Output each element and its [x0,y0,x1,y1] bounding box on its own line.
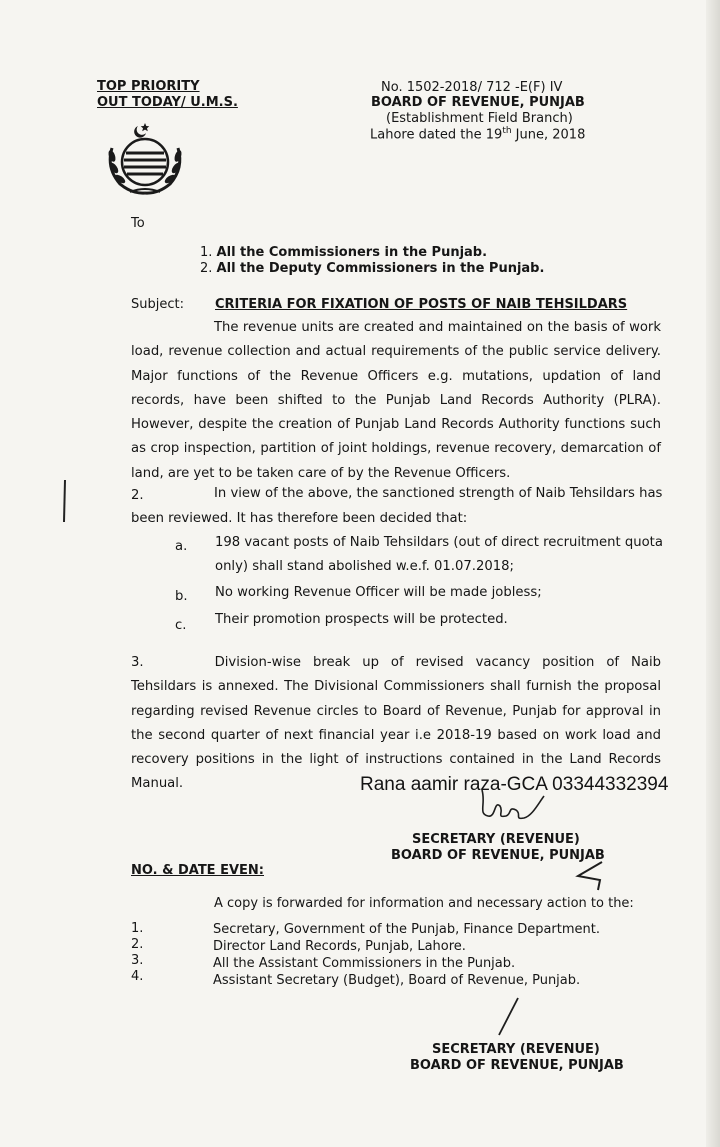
reference-number: No. 1502-2018/ 712 -E(F) IV [381,80,563,95]
letter-date: Lahore dated the 19th June, 2018 [370,126,586,143]
watermark-text: Rana aamir raza-GCA 03344332394 [360,774,669,795]
punjab-emblem-icon [100,118,190,200]
office-name: BOARD OF REVENUE, PUNJAB [371,95,585,110]
list-letter: a. [175,539,188,554]
signatory-title: SECRETARY (REVENUE) [412,832,580,847]
paragraph-3: 3. Division-wise break up of revised vacancy position of Naib Tehsildars is annexed. The Divisional Commissioners shall furnish the proposal regarding revised Revenue circles to Board of Revenue, Punjab for approval in the second quarter of next financial year i.e 2018-19 based on work load and recovery positions in the light of instructions contained in the Land Records Manual. [131,655,661,792]
list-letter: b. [175,589,188,604]
copy-list-number: 3. [131,953,144,968]
margin-mark [58,478,72,526]
paragraph-1: The revenue units are created and maintained on the basis of work load, revenue collection and actual requirements of the public service delivery. Major functions of the Revenue Officers e.g. mutations, updation of land records, have been shifted to the Punjab Land Records Authority (PLRA). However, despite the creation of Punjab Land Records Authority functions such as crop inspection, partition of joint holdings, revenue recovery, demarcation of land, are yet to be taken care of by the Revenue Officers. [131,320,661,481]
signature-2 [494,995,524,1039]
to-label: To [131,216,145,231]
list-item: 198 vacant posts of Naib Tehsildars (out of direct recruitment quota [215,535,663,550]
copy-list-item: Secretary, Government of the Punjab, Finance Department. [213,922,601,937]
subject-label: Subject: [131,297,184,312]
copy-list-number: 1. [131,921,144,936]
list-letter: c. [175,618,187,633]
initials-mark [574,860,608,894]
copy-list-item: All the Assistant Commissioners in the Punjab. [213,956,516,971]
list-item: Their promotion prospects will be protected. [215,612,508,627]
copy-list-number: 4. [131,969,144,984]
recipient-item: 1. All the Commissioners in the Punjab. [200,245,488,260]
signatory-office: BOARD OF REVENUE, PUNJAB [410,1058,624,1073]
priority-label-2: OUT TODAY/ U.M.S. [97,95,238,110]
copy-list-number: 2. [131,937,144,952]
subject-text: CRITERIA FOR FIXATION OF POSTS OF NAIB TEHSILDARS [215,297,628,312]
page-edge-shadow [706,0,720,1147]
paragraph-2-line: In view of the above, the sanctioned strength of Naib Tehsildars has [214,486,663,501]
endorsement-intro: A copy is forwarded for information and necessary action to the: [214,896,634,911]
list-item: only) shall stand abolished w.e.f. 01.07.2018; [215,559,514,574]
signatory-office: BOARD OF REVENUE, PUNJAB [391,848,605,863]
priority-label: TOP PRIORITY [97,79,200,94]
signature-1 [474,782,554,830]
copy-list-item: Director Land Records, Punjab, Lahore. [213,939,466,954]
endorsement-label: NO. & DATE EVEN: [131,863,264,878]
signatory-title: SECRETARY (REVENUE) [432,1042,600,1057]
recipient-item: 2. All the Deputy Commissioners in the Punjab. [200,261,545,276]
paragraph-2-number: 2. [131,488,144,503]
branch-name: (Establishment Field Branch) [386,111,573,126]
copy-list-item: Assistant Secretary (Budget), Board of Revenue, Punjab. [213,973,581,988]
list-item: No working Revenue Officer will be made jobless; [215,585,542,600]
paragraph-2-line: been reviewed. It has therefore been decided that: [131,511,468,526]
